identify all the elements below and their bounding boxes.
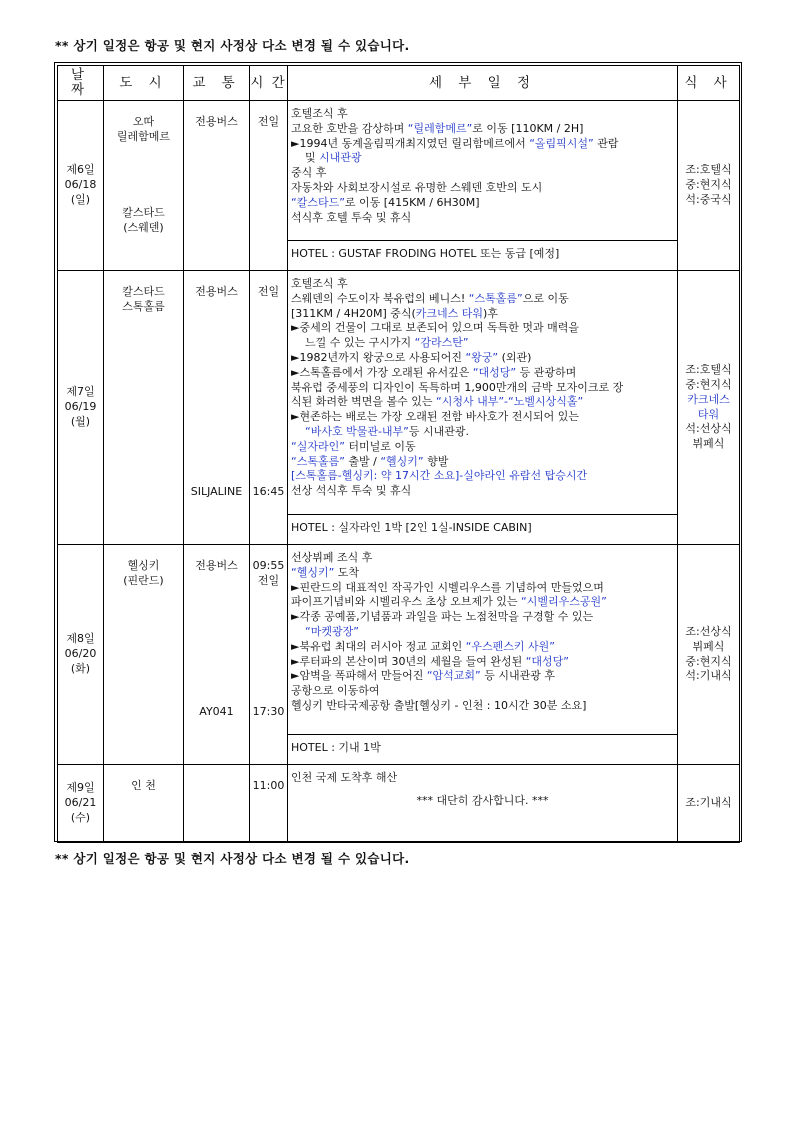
meal-cell [678,101,740,271]
transport-stack [184,559,249,764]
schedule-line [291,484,674,499]
city-name: 오따 [132,115,155,128]
header-meal: 식 사 [678,66,740,101]
detail-cell [288,101,678,271]
time-top [250,559,287,589]
header-city: 도 시 [104,66,184,101]
schedule-text: 스웨덴의 수도이자 북유럽의 베니스! [291,291,469,305]
detail-cell [288,271,678,545]
schedule-text: 느낄 수 있는 구시가지 [305,336,415,350]
day-date-line: 06/21 [64,796,97,810]
day-date-cell [58,765,104,843]
day-date-line: 06/19 [64,400,97,414]
transport-mode: 전용버스 [195,559,238,572]
schedule-line [291,292,674,307]
schedule-notice-bottom: ** 상기 일정은 항공 및 현지 사정상 다소 변경 될 수 있습니다. [55,851,410,866]
itinerary-table-frame [54,62,742,842]
time-value: 11:00 [252,779,285,792]
highlight-text: “감라스탄” [414,336,469,350]
header-date: 날 짜 [58,66,104,101]
city-cell [104,101,184,271]
schedule-line [291,151,674,166]
day-row [58,545,740,765]
schedule-line [291,469,674,484]
city-name: 칼스타드 [122,206,165,220]
highlight-text: “시청사 내부”-“노벨시상식홀” [436,395,584,409]
schedule-text: 등 시내관광 후 [480,669,555,683]
day-date-line: 제8일 [66,632,95,646]
time-value: 전일 [257,285,280,298]
detail-cell [288,545,678,765]
schedule-text: ►1994년 동계올림픽개최지였던 릴리함메르에서 [291,136,530,150]
time-value: 09:55 [252,559,285,572]
schedule-line [291,196,674,211]
hotel-info: HOTEL : GUSTAF FRODING HOTEL 또는 동급 [예정] [288,240,677,270]
highlight-text: “실자라인” [291,439,345,453]
schedule-text: 자동차와 사회보장시설로 유명한 스웨덴 호반의 도시 [291,180,543,194]
schedule-line [291,425,674,440]
meal-cell [678,271,740,545]
schedule-text: 출발 / [344,454,381,468]
detail-wrap [288,271,677,544]
highlight-text: “대성당” [472,365,517,379]
schedule-line [291,610,674,625]
hotel-info: HOTEL : 실자라인 1박 [2인 1실-INSIDE CABIN] [288,514,677,544]
day-date-line: 06/18 [64,178,97,192]
schedule-line [291,351,674,366]
city-name: 칼스타드 [122,285,165,298]
time-top [250,115,287,130]
schedule-line [291,366,674,381]
schedule-text: ►루터파의 본산이며 30년의 세월을 들여 완성된 [291,654,526,668]
city-top [104,559,183,589]
schedule-line [291,684,674,699]
time-top [250,779,287,794]
transport-cell [184,271,250,545]
highlight-text: “헬싱키” [291,565,335,579]
time-stack [250,559,287,764]
city-cell [104,271,184,545]
hotel-info: HOTEL : 기내 1박 [288,734,677,764]
meal-item: 중:현지식 [685,654,732,668]
schedule-text: ►중세의 건물이 그대로 보존되어 있으며 독특한 멋과 매력을 [291,321,579,335]
city-name: 스톡홀름 [122,299,165,313]
day-date-line: 06/20 [64,647,97,661]
time-stack [250,779,287,842]
schedule-text: 인천 국제 도착후 해산 [291,771,398,784]
table-header-row [58,66,740,101]
time-cell [250,545,288,765]
schedule-line [291,655,674,670]
city-name: 헬싱키 [127,559,160,572]
schedule-text: ►현존하는 배로는 가장 오래된 전함 바사호가 전시되어 있는 [291,410,579,424]
schedule-text: 헬싱키 반타국제공항 출발[헬싱키 - 인천 : 10시간 30분 소요] [291,698,587,712]
schedule-line [291,395,674,410]
day-date-line: 제7일 [66,385,95,399]
header-transport: 교 통 [184,66,250,101]
header-time: 시 간 [250,66,288,101]
schedule-line [291,566,674,581]
detail-body [288,101,677,240]
highlight-text: “올림픽시설” [529,136,594,150]
city-name: (핀란드) [123,573,164,587]
schedule-text: 선상 석식후 투숙 및 휴식 [291,484,412,498]
meal-item: 카크네스 [687,392,730,406]
schedule-text: ►각종 공예품,기념품과 과일을 파는 노점천막을 구경할 수 있는 [291,610,594,624]
meal-item: 조:기내식 [685,796,732,810]
transport-stack [184,285,249,544]
city-stack [104,285,183,544]
city-bottom [104,206,183,236]
city-top [104,779,183,794]
schedule-text: 호텔조식 후 [291,107,348,120]
detail-cell [288,765,678,843]
highlight-text: 시내관광 [319,151,362,165]
transport-stack [184,115,249,270]
time-value: 전일 [257,115,280,128]
schedule-text: ►북유럽 최대의 러시아 정교 교회인 [291,639,466,653]
meal-cell [678,765,740,843]
day-row [58,765,740,843]
meal-cell [678,545,740,765]
meal-item: 조:선상식 [685,624,732,638]
city-name: 릴레함메르 [116,129,171,143]
day-date-line: (수) [70,810,91,824]
transport-cell [184,101,250,271]
schedule-text: )후 [483,306,498,320]
schedule-text: 향발 [423,454,449,468]
schedule-text: ►핀란드의 대표적인 작곡가인 시벨리우스를 기념하여 만들었으며 [291,580,604,594]
schedule-line [291,277,674,292]
detail-wrap [288,101,677,270]
day-date-cell [58,271,104,545]
schedule-line [291,440,674,455]
day-date-line: 제6일 [66,163,95,177]
highlight-text: [스톡홀름-헬싱키: 약 17시간 소요]-실야라인 유람선 탑승시간 [291,469,588,483]
meal-item: 뷔페식 [692,437,725,451]
day-date-line: (화) [70,661,91,675]
schedule-line [291,181,674,196]
highlight-text: “우스펜스키 사원” [465,639,555,653]
time-cell [250,101,288,271]
schedule-line [291,381,674,396]
time-value: 17:30 [252,705,285,719]
highlight-text: “암석교회” [426,669,481,683]
city-stack [104,559,183,764]
schedule-text: 식된 화려한 벽면을 볼수 있는 [291,395,436,409]
schedule-line [291,410,674,425]
day-row [58,101,740,271]
schedule-text: 로 이동 [110KM / 2H] [472,121,584,135]
schedule-text: 관람 [593,136,619,150]
transport-mode: SILJALINE [190,485,243,499]
schedule-text: 중식 후 [291,166,327,180]
schedule-line [291,122,674,137]
schedule-line [291,699,674,714]
time-cell [250,271,288,545]
schedule-line [291,595,674,610]
highlight-text: “마켓광장” [305,624,359,638]
schedule-line [291,166,674,181]
meal-item: 중:현지식 [685,178,732,192]
day-row [58,271,740,545]
schedule-text: 로 이동 [415KM / 6H30M] [344,195,480,209]
transport-mode: AY041 [199,705,234,719]
meal-item: 석:선상식 [685,422,732,436]
highlight-text: “시벨리우스공원” [521,595,607,609]
highlight-text: “헬싱키” [380,454,424,468]
city-top [104,115,183,145]
schedule-text: 북유럽 중세풍의 디자인이 독특하며 1,900만개의 금박 모자이크로 장 [291,380,624,394]
schedule-line [291,307,674,322]
city-stack [104,115,183,270]
schedule-line [291,455,674,470]
day-date-line: (월) [70,414,91,428]
transport-cell [184,765,250,843]
schedule-line [291,551,674,566]
schedule-text: 도착 [334,565,360,579]
transport-stack [184,779,249,842]
schedule-line [291,107,674,122]
meal-item: 석:기내식 [685,669,732,683]
schedule-text: 석식후 호텔 투숙 및 휴식 [291,210,412,224]
schedule-notice-top: ** 상기 일정은 항공 및 현지 사정상 다소 변경 될 수 있습니다. [55,38,410,53]
highlight-text: “칼스타드” [291,195,345,209]
meal-item: 석:중국식 [685,192,732,206]
meal-item: 조:호텔식 [685,363,732,377]
header-detail: 세 부 일 정 [288,66,678,101]
highlight-text: 카크네스 타워 [415,306,484,320]
city-stack [104,779,183,842]
schedule-text: 호텔조식 후 [291,277,348,290]
highlight-text: “바사호 박물관-내부” [305,424,409,438]
schedule-line [291,211,674,226]
schedule-text: 파이프기념비와 시벨리우스 초상 오브제가 있는 [291,595,522,609]
schedule-text: 공항으로 이동하여 [291,684,380,698]
schedule-text: 으로 이동 [522,291,569,305]
schedule-text: 고요한 호반을 감상하며 [291,121,408,135]
meal-item: 중:현지식 [685,377,732,391]
schedule-line [291,669,674,684]
schedule-text: (외관) [498,350,532,364]
highlight-text: “스톡홀름” [468,291,523,305]
schedule-text: ►암벽을 폭파해서 만들어진 [291,669,427,683]
time-value: 전일 [257,573,280,587]
city-cell [104,545,184,765]
day-date-cell [58,545,104,765]
city-name: (스웨덴) [123,221,164,235]
time-cell [250,765,288,843]
schedule-line [291,581,674,596]
meal-item: 타워 [697,407,720,421]
detail-body [288,765,677,842]
schedule-line [291,640,674,655]
schedule-text: [311KM / 4H20M] 중식( [291,306,416,320]
time-stack [250,285,287,544]
itinerary-table [57,65,740,843]
detail-wrap [288,765,677,842]
detail-body [288,545,677,734]
day-date-line: 제9일 [66,781,95,795]
highlight-text: “대성당” [525,654,569,668]
closing-message: *** 대단히 감사합니다. *** [416,793,549,807]
transport-mode: 전용버스 [195,115,238,128]
schedule-text: 터미널로 이동 [344,439,416,453]
transport-mode: 전용버스 [195,285,238,298]
schedule-text: ►스톡홀름에서 가장 오래된 유서깊은 [291,365,473,379]
transport-cell [184,545,250,765]
city-name: 인 천 [131,779,156,792]
highlight-text: “왕궁” [465,350,499,364]
city-cell [104,765,184,843]
schedule-text: 및 [305,151,320,165]
schedule-line [291,321,674,336]
schedule-text: ►1982년까지 왕궁으로 사용되어진 [291,350,466,364]
schedule-line [291,771,674,786]
schedule-line [291,336,674,351]
time-value: 16:45 [252,485,285,499]
highlight-text: “릴레함메르” [407,121,473,135]
day-date-cell [58,101,104,271]
schedule-text: 선상뷔페 조식 후 [291,551,373,564]
meal-item: 뷔페식 [692,639,725,653]
schedule-text: 등 관광하며 [516,365,577,379]
time-stack [250,115,287,270]
day-date-line: (일) [70,192,91,206]
schedule-text: 등 시내관광. [408,424,469,438]
time-top [250,285,287,300]
detail-body [288,271,677,514]
schedule-line [291,625,674,640]
city-top [104,285,183,315]
meal-item: 조:호텔식 [685,163,732,177]
highlight-text: “스톡홀름” [291,454,345,468]
detail-wrap [288,545,677,764]
schedule-line [291,137,674,152]
